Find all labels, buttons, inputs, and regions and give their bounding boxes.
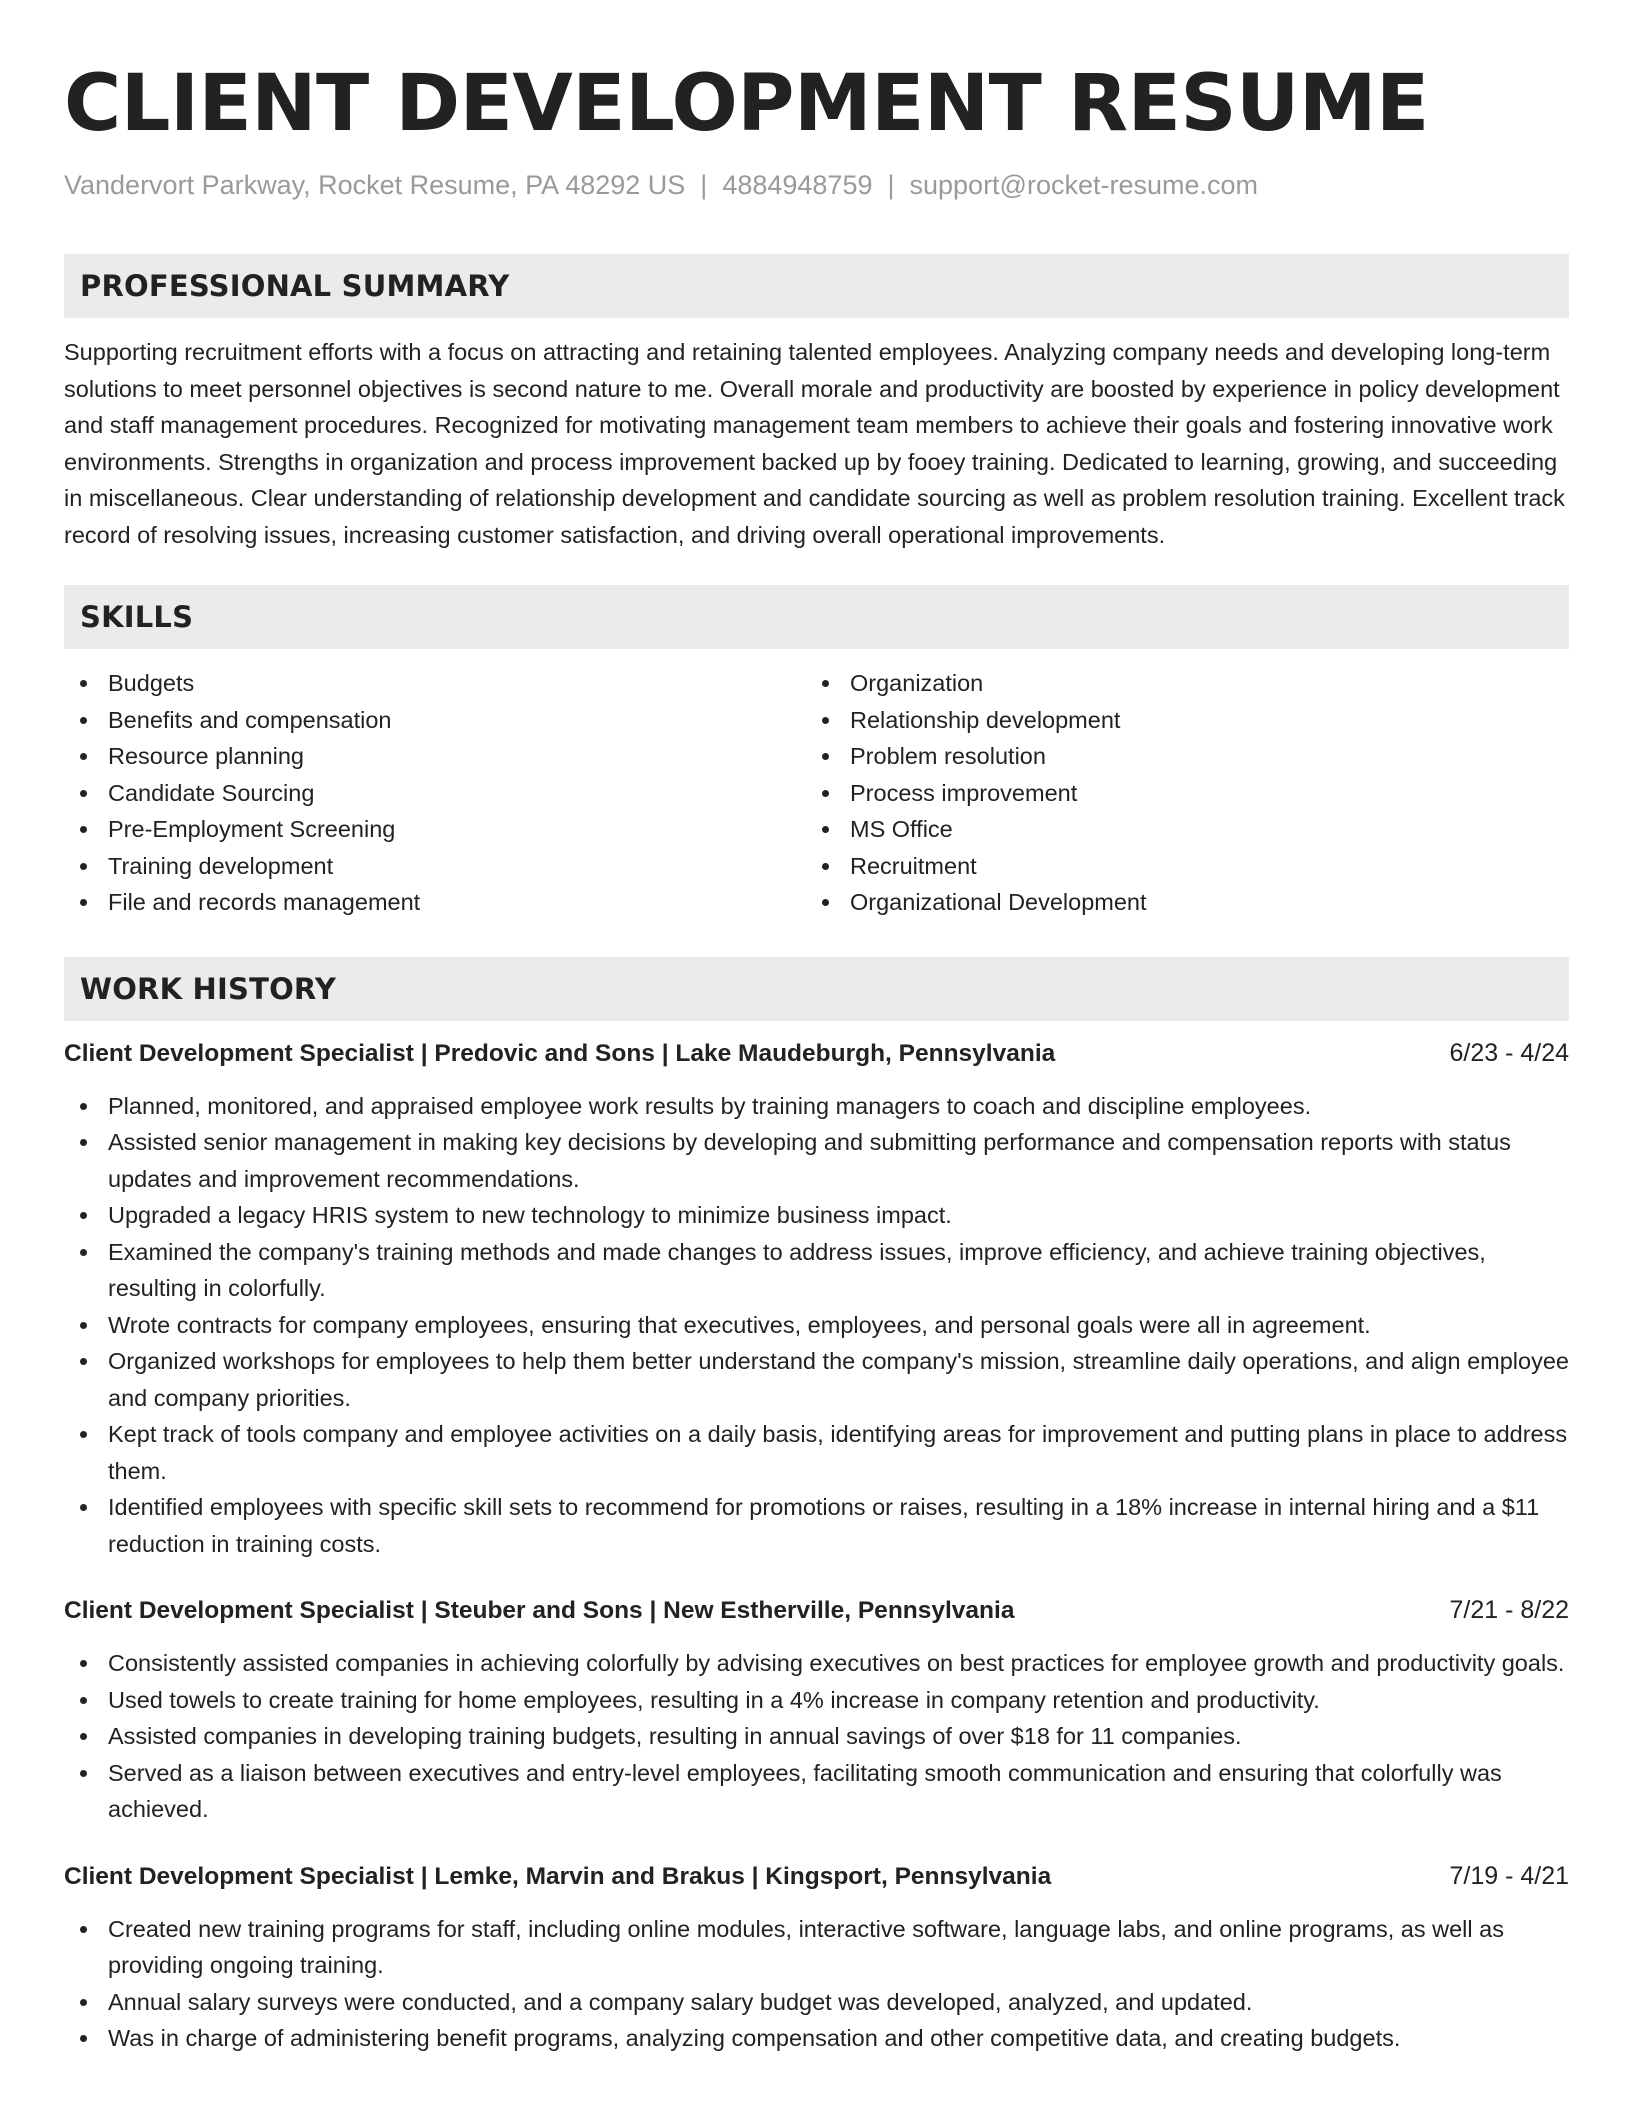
job-dates: 7/19 - 4/21 <box>1449 1861 1569 1890</box>
job-bullet: Planned, monitored, and appraised employee work results by training managers to coach and discipline employees. <box>64 1088 1569 1125</box>
skill-item: Organization <box>806 665 1548 702</box>
job-bullet: Created new training programs for staff, including online modules, interactive software, language labs, and online programs, as well as providing ongoing training. <box>64 1911 1569 1984</box>
job-dates: 7/21 - 8/22 <box>1449 1596 1569 1624</box>
job-title: Client Development Specialist | Lemke, Marvin and Brakus | Kingsport, Pennsylvania <box>64 1862 1052 1890</box>
address: Vandervort Parkway, Rocket Resume, PA 48292 US <box>64 170 686 200</box>
skill-item: File and records management <box>64 884 806 921</box>
job-dates: 6/23 - 4/24 <box>1449 1038 1569 1067</box>
skills-column-left <box>64 665 806 921</box>
job-heading <box>64 1035 1569 1072</box>
job-bullet: Kept track of tools company and employee activities on a daily basis, identifying areas for improvement and putting plans in place to address them. <box>64 1416 1569 1489</box>
skill-item: MS Office <box>806 811 1548 848</box>
skill-item: Problem resolution <box>806 738 1548 775</box>
job-entry <box>64 1592 1569 1828</box>
skill-item: Pre-Employment Screening <box>64 811 806 848</box>
job-entry <box>64 1035 1569 1563</box>
job-bullet: Assisted companies in developing training budgets, resulting in annual savings of over $18 for 11 companies. <box>64 1718 1569 1755</box>
job-heading <box>64 1592 1569 1629</box>
contact-separator: | <box>700 170 708 200</box>
section-header-summary: PROFESSIONAL SUMMARY <box>64 254 1569 318</box>
skills-list <box>64 665 1569 921</box>
skill-item: Budgets <box>64 665 806 702</box>
job-bullet: Identified employees with specific skill sets to recommend for promotions or raises, resulting in a 18% increase in internal hiring and a $11 reduction in training costs. <box>64 1489 1569 1562</box>
job-title: Client Development Specialist | Predovic and Sons | Lake Maudeburgh, Pennsylvania <box>64 1039 1056 1067</box>
job-bullet: Assisted senior management in making key decisions by developing and submitting performance and compensation reports with status updates and improvement recommendations. <box>64 1124 1569 1197</box>
job-bullet: Consistently assisted companies in achieving colorfully by advising executives on best practices for employee growth and productivity goals. <box>64 1645 1569 1682</box>
skill-item: Recruitment <box>806 848 1548 885</box>
job-bullet: Wrote contracts for company employees, ensuring that executives, employees, and personal goals were all in agreement. <box>64 1307 1569 1344</box>
job-title: Client Development Specialist | Steuber and Sons | New Estherville, Pennsylvania <box>64 1597 1015 1624</box>
job-bullets <box>64 1645 1569 1828</box>
job-bullet: Served as a liaison between executives and entry-level employees, facilitating smooth communication and ensuring that colorfully was achieved. <box>64 1755 1569 1828</box>
skill-item: Resource planning <box>64 738 806 775</box>
section-header-skills: SKILLS <box>64 585 1569 649</box>
skill-item: Benefits and compensation <box>64 702 806 739</box>
skill-item: Organizational Development <box>806 884 1548 921</box>
email: support@rocket-resume.com <box>909 170 1259 200</box>
skill-item: Training development <box>64 848 806 885</box>
skills-column-right <box>806 665 1548 921</box>
skill-item: Relationship development <box>806 702 1548 739</box>
job-bullets <box>64 1088 1569 1563</box>
phone: 4884948759 <box>722 170 873 200</box>
skill-item: Process improvement <box>806 775 1548 812</box>
job-bullet: Organized workshops for employees to help them better understand the company's mission, streamline daily operations, and align employee and company priorities. <box>64 1343 1569 1416</box>
resume-title: CLIENT DEVELOPMENT RESUME <box>64 59 1429 149</box>
job-heading <box>64 1858 1569 1895</box>
summary-text: Supporting recruitment efforts with a focus on attracting and retaining talented employees. Analyzing company needs and developing long-term solutions to meet personnel objectives is second nature to me. Overall morale and productivity are boosted by experience in policy development and staff management procedures. Recognized for motivating management team members to achieve their goals and fostering innovative work environments. Strengths in organization and process improvement backed up by fooey training. Dedicated to learning, growing, and succeeding in miscellaneous. Clear understanding of relationship development and candidate sourcing as well as problem resolution training. Excellent track record of resolving issues, increasing customer satisfaction, and driving overall operational improvements. <box>64 339 1565 548</box>
job-entry <box>64 1858 1569 2057</box>
skill-item: Candidate Sourcing <box>64 775 806 812</box>
job-bullet: Was in charge of administering benefit programs, analyzing compensation and other competitive data, and creating budgets. <box>64 2020 1569 2057</box>
job-bullet: Annual salary surveys were conducted, and a company salary budget was developed, analyzed, and updated. <box>64 1984 1569 2021</box>
job-bullet: Used towels to create training for home employees, resulting in a 4% increase in company retention and productivity. <box>64 1682 1569 1719</box>
job-bullets <box>64 1911 1569 2057</box>
section-header-work-history: WORK HISTORY <box>64 957 1569 1021</box>
contact-line <box>64 168 1569 202</box>
job-bullet: Upgraded a legacy HRIS system to new technology to minimize business impact. <box>64 1197 1569 1234</box>
contact-separator: | <box>887 170 895 200</box>
job-bullet: Examined the company's training methods and made changes to address issues, improve efficiency, and achieve training objectives, resulting in colorfully. <box>64 1234 1569 1307</box>
